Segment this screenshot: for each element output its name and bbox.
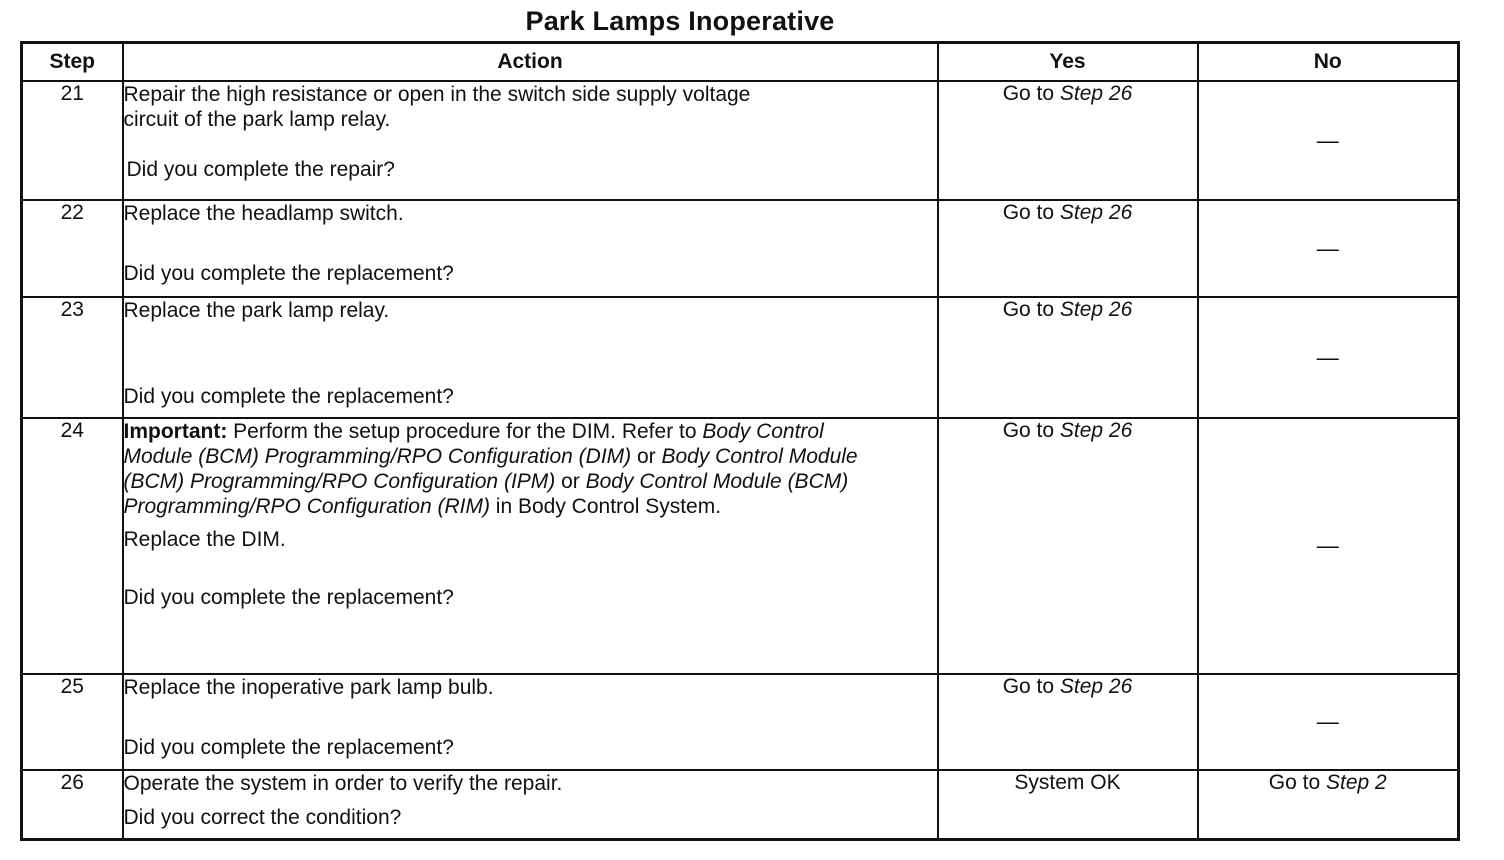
step-link[interactable]: Step 26 bbox=[1059, 298, 1133, 321]
no-cell bbox=[1198, 418, 1459, 674]
action-question: Did you correct the condition? bbox=[123, 806, 402, 829]
yes-prefix: Go to bbox=[1002, 675, 1060, 698]
reference-link[interactable]: Body Control Module (BCM) Programming/RPO Configuration (RIM) bbox=[123, 470, 849, 518]
connector-text: or bbox=[631, 445, 662, 468]
header-yes: Yes bbox=[938, 43, 1198, 82]
step-number: 25 bbox=[22, 674, 123, 770]
yes-cell bbox=[938, 770, 1198, 839]
no-cell bbox=[1198, 81, 1459, 200]
yes-cell bbox=[938, 81, 1198, 200]
step-link[interactable]: Step 26 bbox=[1059, 675, 1133, 698]
yes-cell bbox=[938, 674, 1198, 770]
no-cell bbox=[1198, 674, 1459, 770]
step-number: 21 bbox=[22, 81, 123, 200]
step-number: 23 bbox=[22, 297, 123, 418]
yes-prefix: Go to bbox=[1002, 419, 1060, 442]
no-dash: — bbox=[1316, 127, 1339, 153]
no-dash: — bbox=[1316, 533, 1339, 558]
no-dash: — bbox=[1316, 344, 1339, 370]
action-cell bbox=[123, 770, 938, 839]
yes-cell bbox=[938, 297, 1198, 418]
yes-prefix: Go to bbox=[1002, 201, 1060, 224]
table-row bbox=[22, 81, 1459, 200]
table-row bbox=[22, 770, 1459, 839]
important-note bbox=[124, 419, 894, 519]
no-cell bbox=[1198, 200, 1459, 297]
table-row bbox=[22, 674, 1459, 770]
page-title: Park Lamps Inoperative bbox=[525, 6, 835, 36]
action-question: Did you complete the replacement? bbox=[123, 385, 454, 408]
action-question: Did you complete the replacement? bbox=[123, 262, 454, 285]
action-cell bbox=[123, 674, 938, 770]
step-link[interactable]: Step 2 bbox=[1325, 771, 1387, 794]
action-question: Did you complete the repair? bbox=[126, 158, 395, 181]
reference-link[interactable]: Body Control Module (BCM) Programming/RPO Configuration (IPM) bbox=[123, 445, 858, 493]
yes-prefix: Go to bbox=[1002, 298, 1060, 321]
step-link[interactable]: Step 26 bbox=[1059, 201, 1133, 224]
yes-cell bbox=[938, 418, 1198, 674]
header-step: Step bbox=[22, 43, 123, 82]
step-number: 26 bbox=[22, 770, 123, 839]
step-number: 22 bbox=[22, 200, 123, 297]
table-row bbox=[22, 200, 1459, 297]
yes-prefix: Go to bbox=[1002, 82, 1060, 105]
connector-text: in Body Control System. bbox=[489, 495, 722, 518]
yes-cell bbox=[938, 200, 1198, 297]
action-cell bbox=[123, 81, 938, 200]
action-text: circuit of the park lamp relay. bbox=[123, 108, 391, 131]
action-text: Operate the system in order to verify the repair. bbox=[123, 772, 563, 795]
step-link[interactable]: Step 26 bbox=[1059, 419, 1133, 442]
no-prefix: Go to bbox=[1268, 771, 1326, 794]
important-label: Important: bbox=[123, 420, 228, 443]
step-link[interactable]: Step 26 bbox=[1059, 82, 1133, 105]
action-cell bbox=[123, 200, 938, 297]
no-dash: — bbox=[1316, 709, 1339, 734]
reference-link[interactable]: Body Control Module (BCM) Programming/RPO Configuration (DIM) bbox=[123, 420, 824, 468]
diagnostic-table bbox=[20, 41, 1460, 841]
header-row bbox=[22, 43, 1459, 82]
important-text: Perform the setup procedure for the DIM. Refer to bbox=[227, 420, 703, 443]
table-row bbox=[22, 418, 1459, 674]
action-cell bbox=[123, 418, 938, 674]
no-cell bbox=[1198, 297, 1459, 418]
connector-text: or bbox=[555, 470, 586, 493]
action-text: Repair the high resistance or open in the switch side supply voltage bbox=[123, 83, 751, 106]
step-number: 24 bbox=[22, 418, 123, 674]
no-dash: — bbox=[1316, 235, 1339, 261]
table-row bbox=[22, 297, 1459, 418]
action-question: Did you complete the replacement? bbox=[123, 586, 454, 609]
action-text: Replace the DIM. bbox=[123, 528, 286, 551]
action-cell bbox=[123, 297, 938, 418]
action-text: Replace the park lamp relay. bbox=[123, 299, 390, 322]
action-text: Replace the inoperative park lamp bulb. bbox=[123, 676, 494, 699]
action-question: Did you complete the replacement? bbox=[123, 736, 454, 759]
yes-text: System OK bbox=[1014, 771, 1121, 794]
header-action: Action bbox=[123, 43, 938, 82]
action-text: Replace the headlamp switch. bbox=[123, 202, 404, 225]
header-no: No bbox=[1198, 43, 1459, 82]
no-cell bbox=[1198, 770, 1459, 839]
